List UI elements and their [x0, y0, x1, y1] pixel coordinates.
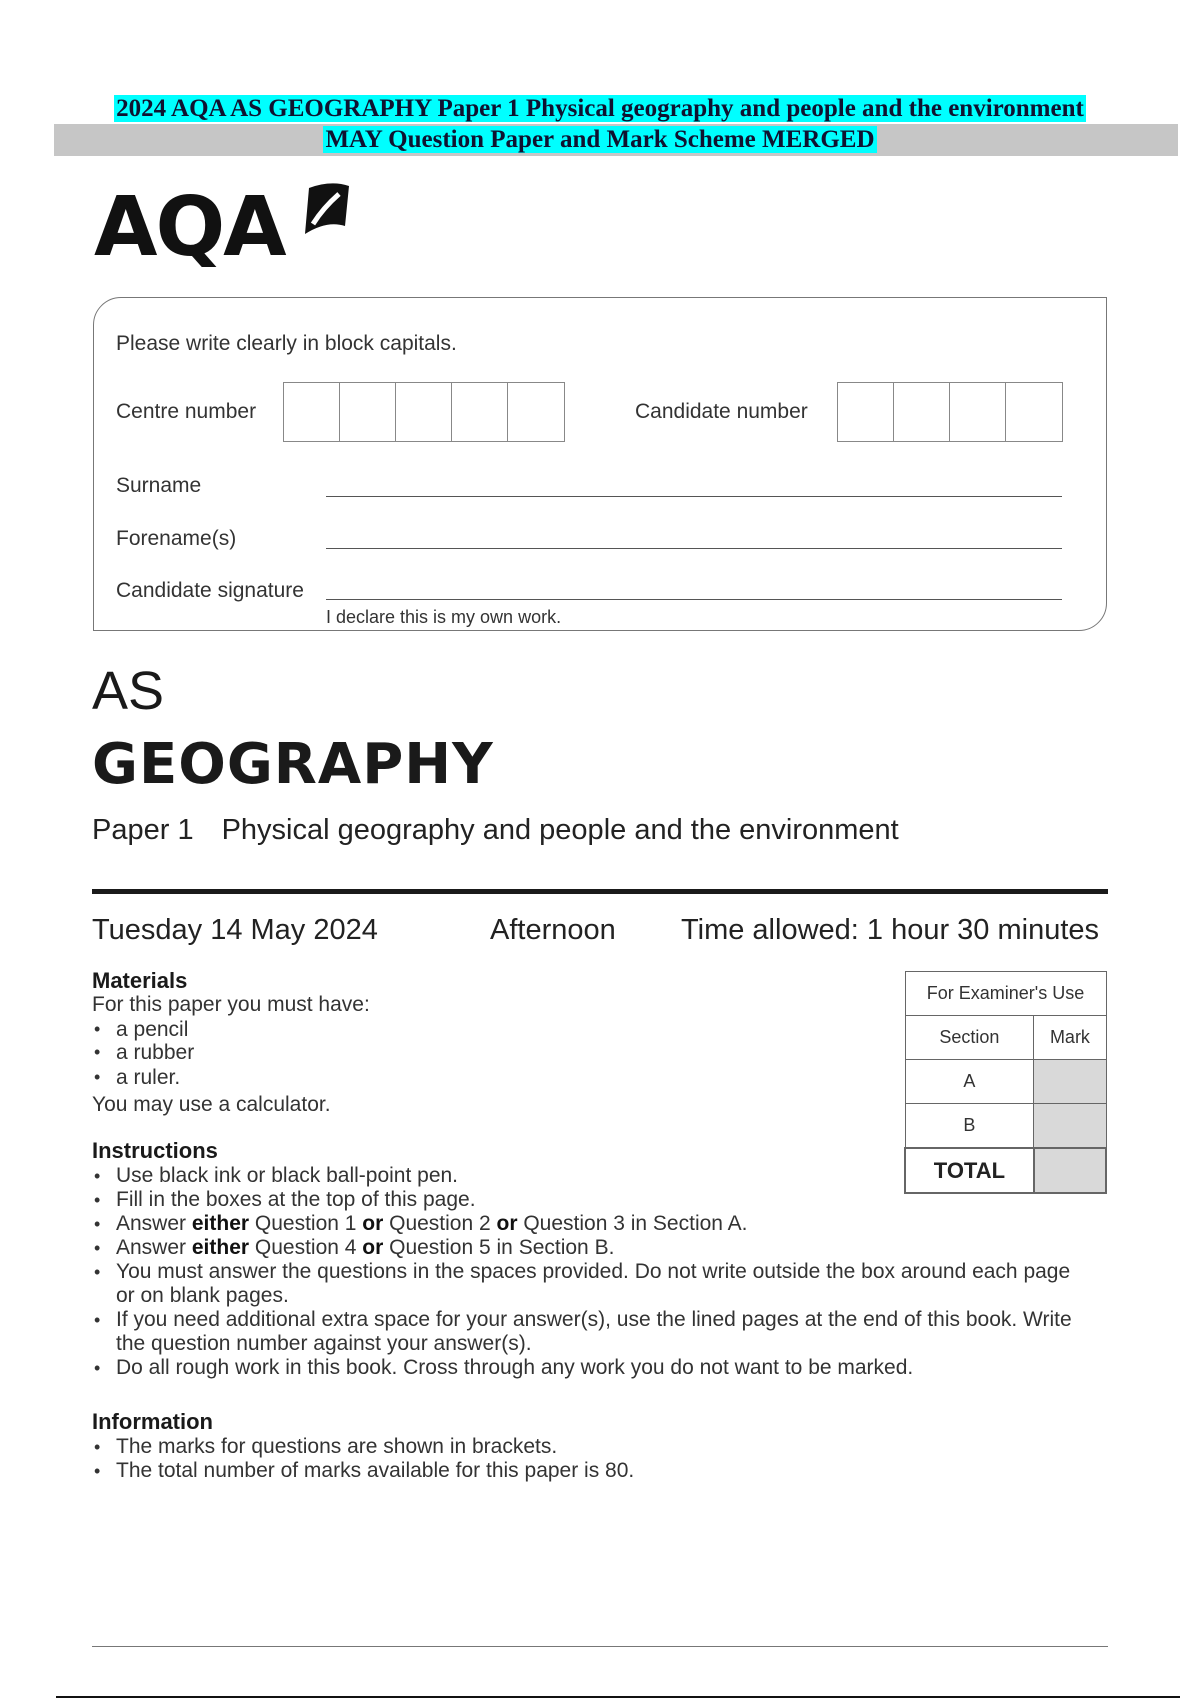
instruction-text: Question 1	[249, 1212, 363, 1235]
list-item: • a pencil	[92, 1018, 1092, 1041]
instruction-text: Do all rough work in this book. Cross through any work you do not want to be marked.	[116, 1356, 914, 1379]
aqa-tick-icon	[299, 180, 449, 240]
instructions-list	[92, 1164, 1092, 1380]
time-allowed: Time allowed: 1 hour 30 minutes	[681, 914, 1100, 946]
block-capitals-instruction: Please write clearly in block capitals.	[116, 332, 457, 355]
paper-name: Physical geography and people and the environment	[221, 814, 899, 846]
mark-cell	[1034, 1104, 1106, 1149]
paper-number: Paper 1	[92, 814, 194, 846]
exam-date: Tuesday 14 May 2024	[92, 914, 378, 946]
candidate-number-digit[interactable]	[950, 383, 1006, 441]
page-edge-rule	[56, 1696, 1180, 1698]
instruction-text: Question 2	[383, 1212, 497, 1235]
materials-intro: For this paper you must have:	[92, 993, 370, 1016]
candidate-number-boxes[interactable]	[837, 382, 1063, 442]
information-heading: Information	[92, 1409, 213, 1434]
signature-label: Candidate signature	[116, 579, 304, 602]
centre-number-digit[interactable]	[284, 383, 340, 441]
centre-number-boxes[interactable]	[283, 382, 565, 442]
information-list	[92, 1435, 1092, 1483]
examiner-use-table	[904, 971, 1107, 1194]
centre-number-label: Centre number	[116, 400, 257, 423]
section-label: A	[905, 1060, 1034, 1104]
centre-number-digit[interactable]	[508, 383, 564, 441]
list-item: • a ruler.	[92, 1066, 1092, 1089]
list-item	[92, 1164, 1092, 1188]
declaration-text: I declare this is my own work.	[326, 607, 562, 627]
aqa-logo	[94, 178, 364, 278]
paper-title	[92, 814, 899, 847]
instruction-text: Question 5 in Section B.	[383, 1236, 615, 1259]
emphasis-text: either	[191, 1212, 250, 1235]
instruction-text: Fill in the boxes at the top of this page.	[116, 1188, 476, 1211]
instruction-text: Question 4	[249, 1236, 363, 1259]
logo-text: AQA	[94, 180, 285, 275]
mark-column-header: Mark	[1034, 1016, 1106, 1060]
banner-title-line-2: MAY Question Paper and Mark Scheme MERGED	[325, 126, 875, 153]
surname-field[interactable]	[326, 496, 1062, 497]
emphasis-text: or	[496, 1212, 518, 1235]
instruction-text: Question 3 in Section A.	[517, 1212, 748, 1235]
banner-title-line-1: 2024 AQA AS GEOGRAPHY Paper 1 Physical geography and people and the environment	[116, 95, 1084, 122]
exam-session: Afternoon	[490, 914, 616, 946]
mark-cell	[1034, 1060, 1106, 1104]
emphasis-text: or	[362, 1212, 384, 1235]
list-item	[92, 1188, 1092, 1212]
list-item: • a rubber	[92, 1041, 1092, 1064]
list-item	[92, 1236, 1092, 1260]
list-item	[92, 1212, 1092, 1236]
list-item: • The total number of marks available for this paper is 80.	[92, 1459, 1092, 1483]
candidate-number-digit[interactable]	[838, 383, 894, 441]
candidate-number-digit[interactable]	[1006, 383, 1062, 441]
list-item	[92, 1260, 1092, 1308]
surname-label: Surname	[116, 474, 202, 497]
forename-label: Forename(s)	[116, 527, 237, 550]
signature-field[interactable]	[326, 599, 1062, 600]
section-column-header: Section	[905, 1016, 1034, 1060]
materials-heading: Materials	[92, 968, 188, 993]
examiner-table-header: For Examiner's Use	[905, 972, 1106, 1016]
candidate-number-digit[interactable]	[894, 383, 950, 441]
centre-number-digit[interactable]	[396, 383, 452, 441]
instruction-text: You must answer the questions in the spaces provided. Do not write outside the box around each page or on blank pages.	[116, 1260, 1071, 1307]
subject-title: GEOGRAPHY	[92, 732, 494, 797]
instruction-text: Answer	[116, 1236, 192, 1259]
instruction-text: If you need additional extra space for your answer(s), use the lined pages at the end of this book. Write the question number against your answer(s).	[116, 1308, 1072, 1355]
emphasis-text: either	[191, 1236, 250, 1259]
total-label: TOTAL	[905, 1148, 1034, 1193]
centre-number-digit[interactable]	[452, 383, 508, 441]
section-label: B	[905, 1104, 1034, 1149]
centre-number-digit[interactable]	[340, 383, 396, 441]
instruction-text: Use black ink or black ball-point pen.	[116, 1164, 459, 1187]
instruction-text: Answer	[116, 1212, 192, 1235]
title-divider	[92, 889, 1108, 894]
bottom-divider	[92, 1646, 1108, 1647]
list-item: • The marks for questions are shown in brackets.	[92, 1435, 1092, 1459]
level-title: AS	[92, 661, 165, 721]
calculator-note: You may use a calculator.	[92, 1093, 331, 1116]
instructions-heading: Instructions	[92, 1138, 218, 1163]
emphasis-text: or	[362, 1236, 384, 1259]
candidate-number-label: Candidate number	[635, 400, 808, 423]
list-item	[92, 1308, 1092, 1356]
forename-field[interactable]	[326, 548, 1062, 549]
list-item	[92, 1356, 1092, 1380]
